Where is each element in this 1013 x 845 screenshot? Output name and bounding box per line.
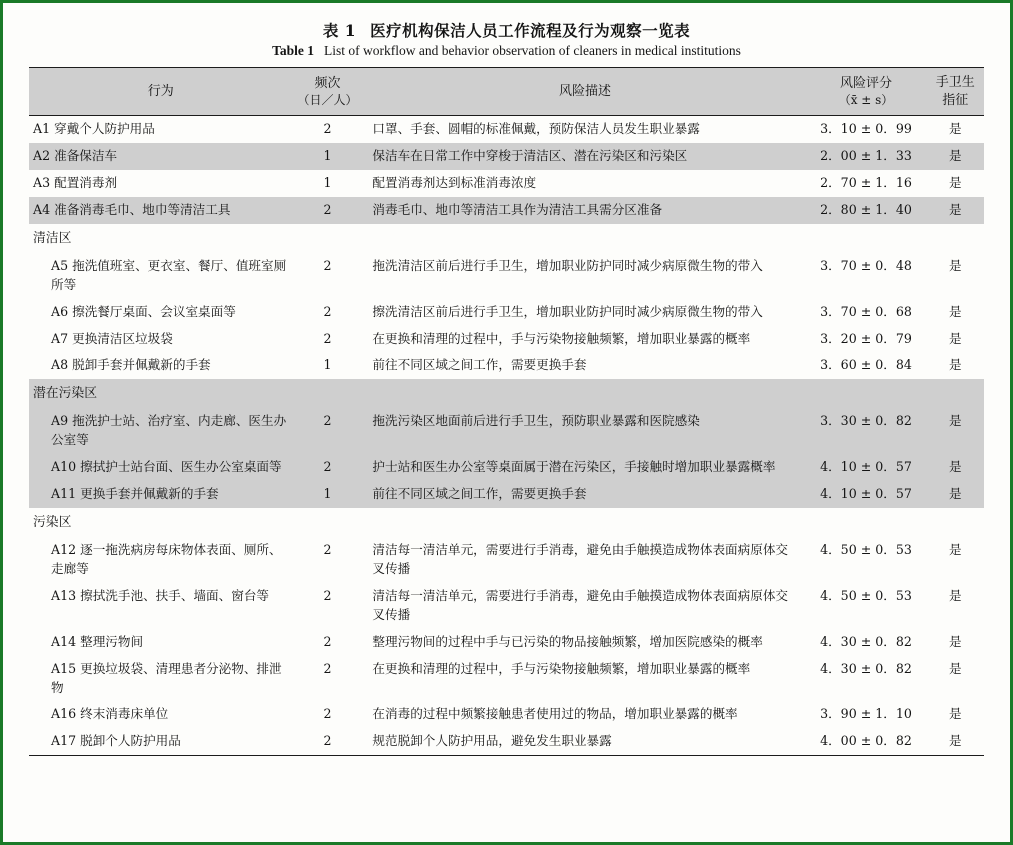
cell-hand-hygiene: 是	[927, 454, 984, 481]
cell-behavior: A8 脱卸手套并佩戴新的手套	[51, 357, 211, 373]
cell-score	[805, 508, 926, 537]
table-row	[29, 701, 984, 728]
header-frequency-line2: （日／人）	[297, 93, 358, 108]
cell-behavior: A2 准备保洁车	[29, 143, 291, 170]
table-title-cn-number: 表 1	[322, 21, 357, 40]
cell-behavior: 清洁区	[33, 230, 72, 246]
cell-frequency: 2	[323, 660, 332, 676]
cell-score	[805, 379, 926, 408]
cell-behavior: 污染区	[33, 515, 72, 531]
cell-behavior: A16 终末消毒床单位	[51, 706, 169, 722]
cell-frequency: 1	[291, 481, 365, 508]
cell-description: 消毒毛巾、地巾等清洁工具作为清洁工具需分区准备	[364, 197, 805, 224]
cell-description: 整理污物间的过程中手与已污染的物品接触频繁，增加医院感染的概率	[372, 633, 763, 649]
table-header	[29, 68, 984, 116]
cell-hand-hygiene: 是	[948, 174, 962, 190]
header-score	[805, 68, 926, 116]
cell-frequency: 2	[323, 121, 332, 137]
cell-hand-hygiene: 是	[948, 121, 962, 137]
cell-behavior: A13 擦拭洗手池、扶手、墙面、窗台等	[51, 588, 270, 604]
cell-behavior: A3 配置消毒剂	[33, 174, 118, 190]
cell-frequency	[291, 508, 365, 537]
cell-frequency: 1	[323, 174, 332, 190]
cell-frequency: 2	[323, 588, 332, 604]
table-title-en-text: List of workflow and behavior observation of cleaners in medical institutions	[324, 43, 741, 58]
header-frequency-line1: 频次	[314, 75, 341, 91]
table-row	[29, 656, 984, 702]
cell-description: 前往不同区域之间工作，需要更换手套	[364, 481, 805, 508]
cell-score: 3．60 ± 0．84	[820, 357, 912, 373]
cell-description	[364, 224, 805, 253]
cell-behavior: A5 拖洗值班室、更衣室、餐厅、值班室厕所等	[51, 257, 287, 292]
cell-description: 口罩、手套、圆帽的标准佩戴，预防保洁人员发生职业暴露	[372, 121, 700, 137]
workflow-table	[29, 67, 984, 756]
cell-score: 3．70 ± 0．68	[820, 303, 912, 319]
table-title-cn	[29, 19, 984, 41]
table-group-row	[29, 224, 984, 253]
table-title-cn-text: 医疗机构保洁人员工作流程及行为观察一览表	[370, 21, 691, 40]
cell-behavior: A14 整理污物间	[51, 633, 144, 649]
cell-frequency: 1	[291, 143, 365, 170]
cell-behavior: A10 擦拭护士站台面、医生办公室桌面等	[29, 454, 291, 481]
header-hand-hygiene	[927, 68, 984, 116]
cell-behavior: A4 准备消毒毛巾、地巾等清洁工具	[29, 197, 291, 224]
cell-description: 在更换和清理的过程中，手与污染物接触频繁，增加职业暴露的概率	[372, 660, 751, 676]
cell-description: 在更换和清理的过程中，手与污染物接触频繁，增加职业暴露的概率	[372, 330, 751, 346]
cell-score: 4．10 ± 0．57	[805, 481, 926, 508]
header-hand-line2: 指征	[942, 92, 969, 108]
table-group-row	[29, 508, 984, 537]
cell-description	[364, 508, 805, 537]
cell-behavior: A15 更换垃圾袋、清理患者分泌物、排泄物	[51, 660, 282, 695]
cell-score: 4．50 ± 0．53	[820, 542, 912, 558]
cell-behavior: A9 拖洗护士站、治疗室、内走廊、医生办公室等	[29, 408, 291, 454]
cell-hand-hygiene: 是	[948, 303, 962, 319]
cell-hand-hygiene: 是	[948, 706, 962, 722]
cell-frequency: 2	[323, 542, 332, 558]
cell-score: 4．10 ± 0．57	[805, 454, 926, 481]
cell-behavior: A12 逐一拖洗病房每床物体表面、厕所、走廊等	[51, 542, 282, 577]
cell-hand-hygiene: 是	[948, 357, 962, 373]
table-row	[29, 170, 984, 197]
cell-frequency: 2	[291, 728, 365, 755]
table-row	[29, 481, 984, 508]
cell-description: 拖洗污染区地面前后进行手卫生，预防职业暴露和医院感染	[364, 408, 805, 454]
table-row	[29, 197, 984, 224]
cell-description	[364, 379, 805, 408]
cell-description: 前往不同区域之间工作，需要更换手套	[372, 357, 587, 373]
header-score-line1: 风险评分	[839, 75, 892, 91]
cell-frequency	[291, 379, 365, 408]
cell-hand-hygiene: 是	[927, 197, 984, 224]
cell-behavior: A1 穿戴个人防护用品	[33, 121, 155, 137]
cell-score: 2．00 ± 1．33	[805, 143, 926, 170]
cell-frequency: 2	[323, 706, 332, 722]
cell-description: 拖洗清洁区前后进行手卫生，增加职业防护同时减少病原微生物的带入	[372, 257, 763, 273]
cell-behavior: A6 擦洗餐厅桌面、会议室桌面等	[51, 303, 236, 319]
cell-hand-hygiene: 是	[948, 660, 962, 676]
cell-score: 4．30 ± 0．82	[820, 660, 912, 676]
cell-frequency	[291, 224, 365, 253]
cell-hand-hygiene: 是	[927, 481, 984, 508]
cell-behavior: A17 脱卸个人防护用品	[29, 728, 291, 755]
cell-score: 4．50 ± 0．53	[820, 588, 912, 604]
cell-behavior: A11 更换手套并佩戴新的手套	[29, 481, 291, 508]
cell-hand-hygiene: 是	[927, 728, 984, 755]
table-row	[29, 629, 984, 656]
cell-score: 3．20 ± 0．79	[820, 330, 912, 346]
cell-hand-hygiene: 是	[948, 588, 962, 604]
table-row	[29, 583, 984, 629]
cell-description: 护士站和医生办公室等桌面属于潜在污染区，手接触时增加职业暴露概率	[364, 454, 805, 481]
cell-score	[805, 224, 926, 253]
cell-score: 3．90 ± 1．10	[820, 706, 912, 722]
cell-description: 清洁每一清洁单元，需要进行手消毒，避免由手触摸造成物体表面病原体交叉传播	[372, 588, 788, 622]
cell-description: 擦洗清洁区前后进行手卫生，增加职业防护同时减少病原微生物的带入	[372, 303, 763, 319]
cell-frequency: 2	[291, 408, 365, 454]
table-group-row	[29, 379, 984, 408]
header-behavior	[29, 68, 291, 116]
header-behavior-label: 行为	[147, 83, 174, 99]
cell-description: 配置消毒剂达到标准消毒浓度	[372, 174, 537, 190]
cell-behavior: A7 更换清洁区垃圾袋	[51, 330, 173, 346]
cell-frequency: 2	[323, 330, 332, 346]
cell-hand-hygiene: 是	[948, 633, 962, 649]
table-row	[29, 537, 984, 583]
cell-frequency: 2	[323, 257, 332, 273]
header-description	[364, 68, 805, 116]
cell-hand-hygiene: 是	[927, 408, 984, 454]
cell-score: 3．30 ± 0．82	[805, 408, 926, 454]
cell-behavior: 潜在污染区	[29, 379, 291, 408]
cell-frequency: 1	[323, 357, 332, 373]
cell-frequency: 2	[291, 454, 365, 481]
cell-score: 3．10 ± 0．99	[820, 121, 912, 137]
table-row	[29, 454, 984, 481]
table-row	[29, 253, 984, 299]
header-description-label: 风险描述	[558, 83, 611, 99]
cell-score: 2．80 ± 1．40	[805, 197, 926, 224]
cell-score: 4．30 ± 0．82	[820, 633, 912, 649]
cell-score: 3．70 ± 0．48	[820, 257, 912, 273]
table-row	[29, 299, 984, 326]
cell-score: 4．00 ± 0．82	[805, 728, 926, 755]
table-title-en-number: Table 1	[272, 43, 314, 58]
table-row	[29, 352, 984, 379]
cell-hand-hygiene: 是	[948, 330, 962, 346]
header-score-line2: （x̄ ± s）	[838, 93, 894, 108]
cell-score: 2．70 ± 1．16	[820, 174, 912, 190]
header-frequency	[291, 68, 365, 116]
table-row	[29, 728, 984, 755]
cell-description: 在消毒的过程中频繁接触患者使用过的物品，增加职业暴露的概率	[372, 706, 738, 722]
cell-description: 清洁每一清洁单元，需要进行手消毒，避免由手触摸造成物体表面病原体交叉传播	[372, 542, 788, 577]
table-row	[29, 326, 984, 353]
cell-frequency: 2	[323, 633, 332, 649]
cell-hand-hygiene: 是	[927, 143, 984, 170]
cell-hand-hygiene	[927, 224, 984, 253]
table-row	[29, 408, 984, 454]
cell-description: 保洁车在日常工作中穿梭于清洁区、潜在污染区和污染区	[364, 143, 805, 170]
table-row	[29, 143, 984, 170]
cell-hand-hygiene	[927, 508, 984, 537]
table-body	[29, 116, 984, 756]
cell-frequency: 2	[323, 303, 332, 319]
cell-description: 规范脱卸个人防护用品，避免发生职业暴露	[364, 728, 805, 755]
table-title-en	[29, 43, 984, 59]
cell-hand-hygiene	[927, 379, 984, 408]
cell-hand-hygiene: 是	[948, 257, 962, 273]
cell-frequency: 2	[291, 197, 365, 224]
cell-hand-hygiene: 是	[948, 542, 962, 558]
table-row	[29, 116, 984, 143]
header-hand-line1: 手卫生	[935, 75, 975, 90]
